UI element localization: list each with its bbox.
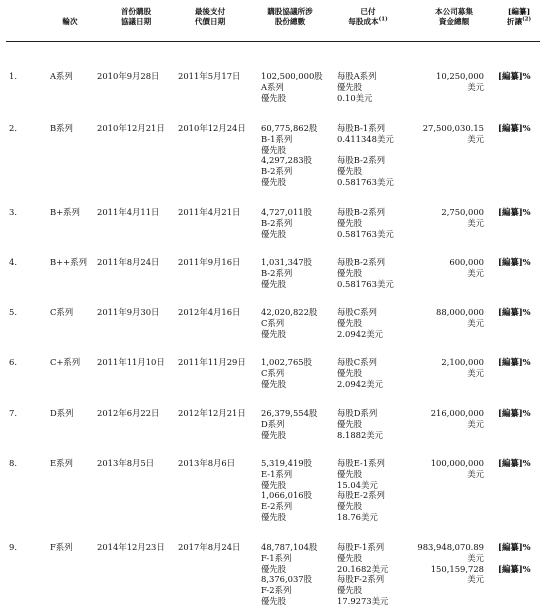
discount-value: [編纂]% [498,207,531,217]
total-shares-line: A系列 [261,81,284,92]
proceeds-amount [423,123,484,145]
proceeds-amount-line: 美元 [467,552,484,563]
cost-per-share-line: 18.76美元 [337,511,378,522]
header-total-shares [250,7,330,26]
first-agreement-date: 2010年9月28日 [97,71,160,81]
total-shares-line: 4,727,011股 [261,207,312,217]
total-shares-line: 優先股 [261,511,287,522]
discount-value: [編纂]% [498,71,531,81]
row-number: 4. [9,257,17,267]
cost-per-share-line: 每股E-1系列 [337,458,385,468]
total-shares-line: F-1系列 [261,552,292,563]
header-round [35,7,105,26]
proceeds-amount-line: 美元 [467,133,484,144]
proceeds-amount-line: 216,000,000 [430,408,484,418]
header-first-agreement-date [96,7,176,26]
cost-per-share-line: 每股C系列 [337,307,377,317]
header-cost-per-share-line: 每股成本$^{(1)}$ [348,16,388,26]
round-name: F系列 [50,542,73,552]
last-payment-date: 2010年12月24日 [178,123,246,133]
header-discount-line: 折讓$^{(2)}$ [506,16,532,26]
cost-per-share-line: 每股B-1系列 [337,123,385,133]
round-name: A系列 [50,71,73,81]
proceeds-amount [417,542,484,585]
total-shares-line: 1,066,016股 [261,490,312,501]
row-number: 3. [9,207,17,217]
total-shares-line: E-2系列 [261,501,293,512]
cost-per-share-line: 優先股 [337,166,363,177]
cost-per-share [337,307,383,339]
total-shares-line: 優先股 [261,228,287,239]
last-payment-date: 2011年4月21日 [178,207,241,217]
last-payment-date: 2011年9月16日 [178,257,241,267]
discount-value: [編纂]% [498,563,531,574]
first-agreement-date: 2013年8月5日 [97,458,155,468]
total-shares-line: 60,775,862股 [261,123,318,133]
row-number: 1. [9,71,17,81]
cost-per-share-line: 每股D系列 [337,408,378,418]
last-payment-date: 2012年12月21日 [178,408,246,418]
total-shares-line: B-2系列 [261,217,293,228]
first-agreement-date: 2011年9月30日 [97,307,160,317]
total-shares-line: 優先股 [261,563,287,574]
discount [498,458,531,469]
cost-per-share-line: 每股B-2系列 [337,257,385,267]
total-shares-line: 優先股 [261,92,287,103]
proceeds-amount-line: 美元 [467,217,484,228]
proceeds-amount [449,257,484,279]
total-shares [261,207,312,239]
cost-per-share [337,207,394,239]
cost-per-share-line: 每股B-2系列 [337,207,385,217]
header-last-payment-date-line: 最後支付 [194,7,226,16]
cost-per-share-line: 0.411348美元 [337,133,394,144]
row-number: 2. [9,123,17,133]
cost-per-share-line: 15.04美元 [337,479,378,490]
cost-per-share-line: 0.581763美元 [337,278,394,289]
last-payment-date: 2017年8月24日 [178,542,241,552]
header-cost-per-share-line: 已付 [360,7,376,16]
cost-per-share-line: 優先股 [337,468,363,479]
row-number: 5. [9,307,17,317]
discount [498,257,531,268]
cost-per-share-line: 優先股 [337,367,363,378]
discount-value: [編纂]% [498,542,531,552]
proceeds-amount [436,307,484,329]
round-name: B系列 [50,123,73,133]
round-name: E系列 [50,458,73,468]
total-shares [261,257,312,289]
total-shares [261,542,317,607]
header-discount-line: [編纂] [507,7,531,16]
cost-per-share-line [337,145,394,156]
total-shares-line: 優先股 [261,328,287,339]
total-shares-line: C系列 [261,367,285,378]
cost-per-share-line: 優先股 [337,81,363,92]
header-proceeds-line: 資金總額 [438,16,470,26]
cost-per-share-line: 優先股 [337,418,363,429]
total-shares-line: 優先股 [261,278,287,289]
proceeds-amount-line: 美元 [467,81,484,92]
total-shares-line: 優先股 [261,595,287,606]
discount [498,71,531,82]
proceeds-amount [441,207,484,229]
first-agreement-date: 2012年6月22日 [97,408,160,418]
total-shares [261,307,317,339]
cost-per-share-line: 優先股 [337,585,363,596]
total-shares-line: 102,500,000股 [261,71,323,81]
cost-per-share-line: 每股F-2系列 [337,574,385,585]
last-payment-date: 2011年11月29日 [178,357,246,367]
header-rule [6,41,540,42]
total-shares-line: 26,379,554股 [261,408,318,418]
total-shares-line: 8,376,037股 [261,574,312,585]
header-discount-footnote-ref: (2) [522,16,532,23]
total-shares-line: 42,020,822股 [261,307,318,317]
proceeds-amount-line: 100,000,000 [430,458,484,468]
discount [498,542,531,574]
proceeds-amount [431,408,484,430]
discount [498,207,531,218]
round-name: C系列 [50,307,74,317]
cost-per-share [337,542,388,607]
cost-per-share-line: 優先股 [337,217,363,228]
proceeds-amount-line: 美元 [467,418,484,429]
discount [498,408,531,419]
cost-per-share-line: 20.1682美元 [337,563,389,574]
total-shares [261,458,312,523]
total-shares-line: D系列 [261,418,285,429]
round-name: D系列 [50,408,74,418]
total-shares-line: 優先股 [261,429,287,440]
cost-per-share-line: 0.10美元 [337,92,373,103]
first-agreement-date: 2010年12月21日 [97,123,165,133]
total-shares-line: E-1系列 [261,468,293,479]
round-name: B+系列 [50,207,80,217]
proceeds-amount-line: 600,000 [449,257,484,267]
header-round-line [35,7,105,17]
header-first-agreement-date-line: 協議日期 [120,16,152,26]
cost-per-share-line: 0.581763美元 [337,228,394,239]
discount [498,123,531,134]
header-total-shares-line: 購股協議所涉 [267,7,313,16]
header-round-line: 輪次 [62,16,78,26]
row-number: 8. [9,458,17,468]
cost-per-share-line: 2.0942美元 [337,378,384,389]
proceeds-amount-line: 美元 [467,468,484,479]
last-payment-date: 2012年4月16日 [178,307,241,317]
total-shares-line: 優先股 [261,176,287,187]
header-last-payment-date [170,7,250,26]
proceeds-amount-line: 美元 [467,317,484,328]
discount-value: [編纂]% [498,458,531,468]
cost-per-share [337,123,394,188]
last-payment-date: 2011年5月17日 [178,71,241,81]
cost-per-share [337,357,383,389]
cost-per-share-line: 優先股 [337,317,363,328]
proceeds-amount-line: 27,500,030.15 [422,123,484,133]
discount-value: [編纂]% [498,307,531,317]
first-agreement-date: 2014年12月23日 [97,542,165,552]
total-shares-line: 1,031,347股 [261,257,312,267]
discount-value: [編纂]% [498,257,531,267]
proceeds-amount-line: 2,100,000 [441,357,484,367]
total-shares-line: C系列 [261,317,285,328]
total-shares [261,357,312,389]
cost-per-share-line: 0.581763美元 [337,176,394,187]
total-shares-line: 優先股 [261,144,287,155]
proceeds-amount-line: 88,000,000 [436,307,484,317]
cost-per-share-line: 每股B-2系列 [337,155,385,166]
cost-per-share [337,71,377,103]
discount-value: [編纂]% [498,408,531,418]
header-proceeds-line: 本公司募集 [435,7,473,16]
header-total-shares-line: 股份總數 [274,16,306,26]
discount-value: [編纂]% [498,357,531,367]
first-agreement-date: 2011年11月10日 [97,357,165,367]
proceeds-amount-line: 美元 [467,574,484,585]
header-cost-per-share [328,7,408,26]
last-payment-date: 2013年8月6日 [178,458,236,468]
total-shares-line: F-2系列 [261,585,292,596]
total-shares-line: 1,002,765股 [261,357,312,367]
header-discount [494,7,544,26]
row-number: 7. [9,408,17,418]
proceeds-amount-line: 2,750,000 [441,207,484,217]
row-number: 6. [9,357,17,367]
total-shares-line: B-2系列 [261,166,293,177]
total-shares-line: B-1系列 [261,133,293,144]
row-number: 9. [9,542,17,552]
cost-per-share-line: 優先股 [337,501,363,512]
total-shares-line: 48,787,104股 [261,542,318,552]
cost-per-share [337,408,383,440]
header-last-payment-date-line: 代價日期 [194,16,226,26]
proceeds-amount [436,71,484,93]
total-shares-line: 優先股 [261,378,287,389]
round-name: C+系列 [50,357,81,367]
cost-per-share-line: 每股C系列 [337,357,377,367]
cost-per-share-line: 優先股 [337,552,363,563]
header-proceeds [414,7,494,26]
total-shares-line: 5,319,419股 [261,458,312,468]
proceeds-amount-line: 10,250,000 [436,71,484,81]
cost-per-share [337,458,385,523]
first-agreement-date: 2011年4月11日 [97,207,160,217]
proceeds-amount-line: 美元 [467,367,484,378]
total-shares-line: 4,297,283股 [261,155,312,166]
discount [498,357,531,368]
cost-per-share-line: 每股A系列 [337,71,377,81]
proceeds-amount [431,458,484,480]
total-shares [261,408,317,440]
header-first-agreement-date-line: 首份購股 [120,7,152,16]
cost-per-share-line: 2.0942美元 [337,328,384,339]
proceeds-amount-line: 150,159,728 [430,563,484,574]
total-shares [261,123,317,188]
cost-per-share-line: 優先股 [337,267,363,278]
total-shares-line: B-2系列 [261,267,293,278]
cost-per-share-line: 17.9273美元 [337,595,389,606]
cost-per-share-line: 每股F-1系列 [337,542,385,552]
header-cost-per-share-footnote-ref: (1) [378,16,388,23]
discount-value: [編纂]% [498,123,531,133]
discount [498,307,531,318]
total-shares-line: 優先股 [261,479,287,490]
cost-per-share [337,257,394,289]
first-agreement-date: 2011年8月24日 [97,257,160,267]
proceeds-amount-line: 983,948,070.89 [417,542,484,552]
proceeds-amount-line: 美元 [467,267,484,278]
round-name: B++系列 [50,257,87,267]
cost-per-share-line: 每股E-2系列 [337,490,385,501]
cost-per-share-line: 8.1882美元 [337,429,384,440]
total-shares [261,71,323,103]
proceeds-amount [441,357,484,379]
